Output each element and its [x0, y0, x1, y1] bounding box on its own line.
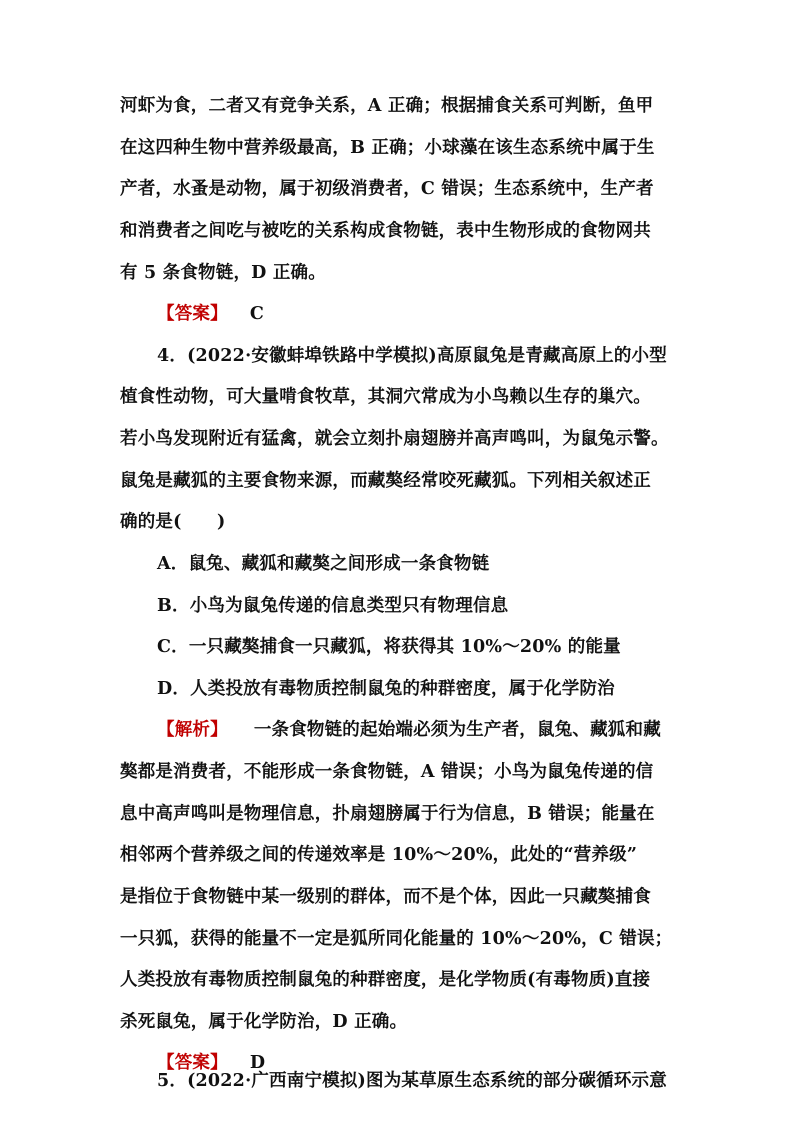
q4-option-c: C．一只藏獒捕食一只藏狐，将获得其 10%～20% 的能量 — [157, 637, 621, 657]
q4-explanation-line-6: 一只狐，获得的能量不一定是狐所同化能量的 10%～20%，C 错误； — [120, 929, 673, 949]
q3-explanation-line-5: 有 5 条食物链，D 正确。 — [120, 263, 326, 283]
q4-stem-line-2: 植食性动物，可大量啃食牧草，其洞穴常成为小鸟赖以生存的巢穴。 — [120, 387, 651, 407]
q4-explanation-line-7: 人类投放有毒物质控制鼠兔的种群密度，是化学物质(有毒物质)直接 — [120, 970, 651, 990]
q4-stem-line-4: 鼠兔是藏狐的主要食物来源，而藏獒经常咬死藏狐。下列相关叙述正 — [120, 471, 651, 491]
q4-stem-line-3: 若小鸟发现附近有猛禽，就会立刻扑扇翅膀并高声鸣叫，为鼠兔示警。 — [120, 429, 669, 449]
answer-tag: 【答案】 — [157, 304, 228, 324]
q4-explanation-line-3: 息中高声鸣叫是物理信息，扑扇翅膀属于行为信息，B 错误；能量在 — [120, 804, 655, 824]
q4-explanation-first-text: 一条食物链的起始端必须为生产者，鼠兔、藏狐和藏 — [253, 720, 661, 740]
q5-stem-line-1: 5．(2022·广西南宁模拟)图为某草原生态系统的部分碳循环示意 — [157, 1071, 667, 1091]
q4-option-a: A．鼠兔、藏狐和藏獒之间形成一条食物链 — [157, 554, 490, 574]
q4-option-d: D．人类投放有毒物质控制鼠兔的种群密度，属于化学防治 — [157, 679, 615, 699]
q4-explanation-line-4: 相邻两个营养级之间的传递效率是 10%～20%，此处的“营养级” — [120, 845, 638, 865]
q3-explanation-line-4: 和消费者之间吃与被吃的关系构成食物链，表中生物形成的食物网共 — [120, 221, 651, 241]
explanation-tag: 【解析】 — [157, 720, 228, 740]
q3-explanation-line-1: 河虾为食，二者又有竞争关系，A 正确；根据捕食关系可判断，鱼甲 — [120, 96, 654, 116]
q4-explanation-line-5: 是指位于食物链中某一级别的群体，而不是个体，因此一只藏獒捕食 — [120, 887, 651, 907]
q4-explanation-line-1 — [157, 718, 717, 742]
q4-option-b: B．小鸟为鼠兔传递的信息类型只有物理信息 — [157, 596, 509, 616]
q4-explanation-line-2: 獒都是消费者，不能形成一条食物链，A 错误；小鸟为鼠兔传递的信 — [120, 762, 654, 782]
q4-stem-line-5: 确的是( ) — [120, 512, 226, 532]
q3-explanation-line-2: 在这四种生物中营养级最高，B 正确；小球藻在该生态系统中属于生 — [120, 138, 655, 158]
q3-explanation-line-3: 产者，水蚤是动物，属于初级消费者，C 错误；生态系统中，生产者 — [120, 179, 654, 199]
answer-tag: 【答案】 — [157, 1053, 228, 1073]
q4-explanation-line-8: 杀死鼠兔，属于化学防治，D 正确。 — [120, 1012, 408, 1032]
answer-value: D — [249, 1053, 266, 1073]
q3-answer-line — [157, 302, 717, 326]
answer-value: C — [249, 304, 264, 324]
q4-stem-line-1: 4．(2022·安徽蚌埠铁路中学模拟)高原鼠兔是青藏高原上的小型 — [157, 346, 667, 366]
